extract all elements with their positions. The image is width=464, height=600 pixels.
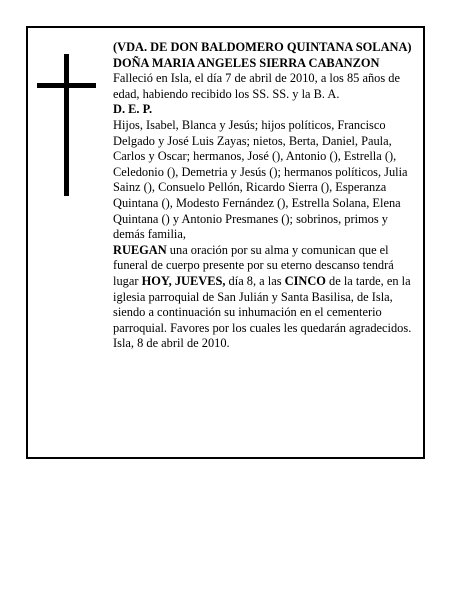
obituary-text [113,40,421,352]
family-list: Hijos, Isabel, Blanca y Jesús; hijos políticos, Francisco Delgado y José Luis Zayas; nietos, Berta, Daniel, Paula, Carlos y Oscar; hermanos, José (), Antonio (), Estrella (), Celedonio (), Demetria y Jesús (); hermanos políticos, Julia Sainz (), Consuelo Pellón, Ricardo Sierra (), Esperanza Quintana (), Modesto Fernández (), Estrella Solana, Elena Quintana () y Antonio Presmanes (); sobrinos, primos y demás familia, [113,117,408,242]
funeral-request [113,243,421,337]
request-part-2: día 8, a las [225,273,285,288]
ruegan-label: RUEGAN [113,242,167,257]
place-date: Isla, 8 de abril de 2010. [113,336,230,351]
request-part-1: una oración por su alma y comunican que el funeral de cuerpo presente por su eterno descanso tendrá lugar [113,242,394,288]
dep-line: D. E. P. [113,102,153,117]
death-statement: Falleció en Isla, el día 7 de abril de 2010, a los 85 años de edad, habiendo recibido los SS. SS. y la B. A. [113,71,400,101]
widow-of-line: (VDA. DE DON BALDOMERO QUINTANA SOLANA) [113,40,412,54]
hoy-jueves-label: HOY, JUEVES, [141,273,226,288]
cross-vertical-bar [64,54,69,196]
cinco-label: CINCO [284,273,326,288]
request-part-3: de la tarde, en la iglesia parroquial de San Julián y Santa Basilisa, de Isla, siendo a continuación su inhumación en el cementerio parroquial. Favores por los cuales les quedarán agradecidos. [113,273,412,335]
cross-horizontal-bar [37,83,96,88]
deceased-name: DOÑA MARIA ANGELES SIERRA CABANZON [113,55,380,70]
